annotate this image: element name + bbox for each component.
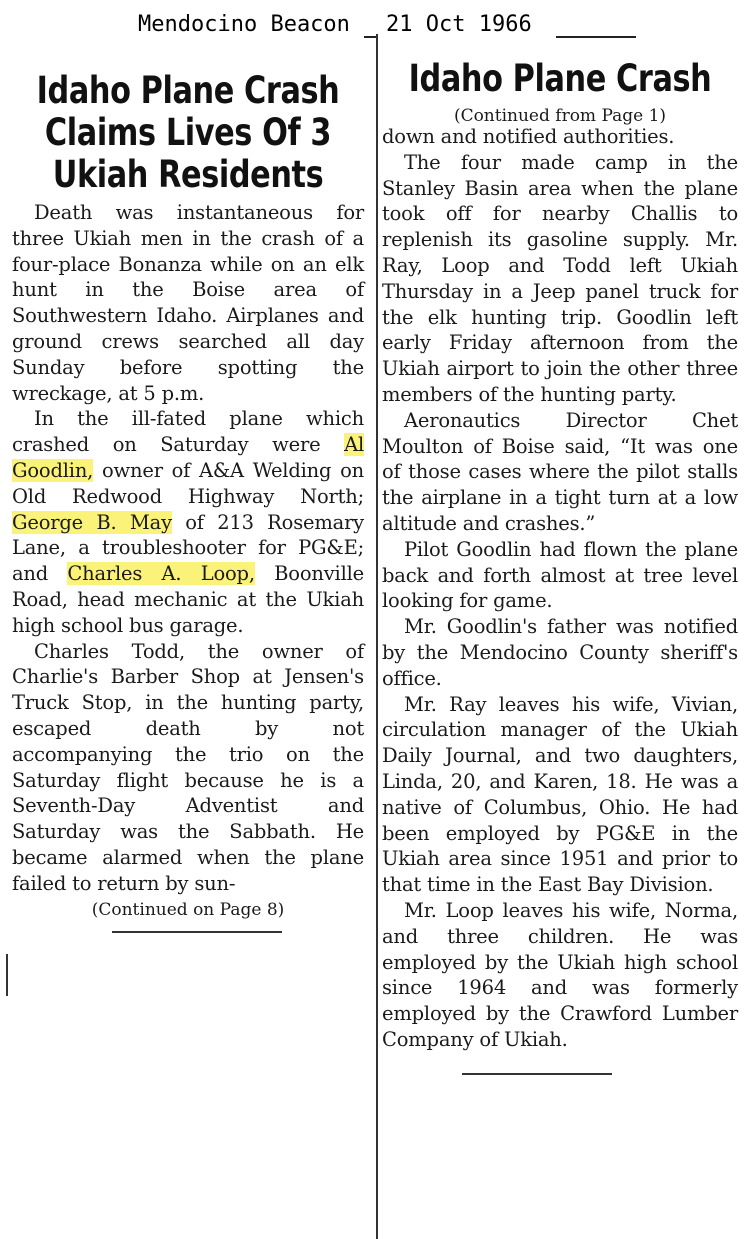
highlighted-name-goodlin: Al Goodlin,	[12, 433, 364, 482]
continuation-paragraph-1: down and notified authorities.	[382, 125, 675, 148]
header-rule-right	[556, 36, 636, 38]
left-edge-mark	[6, 954, 8, 996]
right-column-article	[382, 48, 738, 1075]
continuation-headline: Idaho Plane Crash	[408, 57, 712, 100]
continuation-paragraph-6: Mr. Ray leaves his wife, Vivian, circulation manager of the Ukiah Daily Journal, and two daughters, Linda, 20, and Karen, 18. He was a native of Columbus, Ohio. He had been employed by PG&E in the Ukiah area since 1951 and prior to that time in the East Bay Division.	[382, 692, 738, 897]
headline-line-3: Ukiah Residents	[52, 153, 324, 196]
publication-date: 21 Oct 1966	[386, 12, 532, 37]
article-paragraph-1: Death was instantaneous for three Ukiah men in the crash of a four-place Bonanza while on an elk hunt in the Boise area of Southwestern Idaho. Airplanes and ground crews searched all day Sunday before spotting the wreckage, at 5 p.m.	[12, 201, 364, 405]
continuation-paragraph-4: Pilot Goodlin had flown the plane back and forth almost at tree level looking for game.	[382, 537, 738, 613]
end-rule	[112, 931, 282, 933]
continued-from-note: (Continued from Page 1)	[453, 106, 667, 126]
highlighted-name-loop: Charles A. Loop,	[67, 562, 255, 586]
continuation-paragraph-7: Mr. Loop leaves his wife, Norma, and three children. He was employed by the Ukiah high school since 1964 and was formerly employed by the Crawford Lumber Company of Ukiah.	[382, 898, 738, 1051]
continuation-paragraph-2: The four made camp in the Stanley Basin area when the plane took off for nearby Challis to replenish its gasoline supply. Mr. Ray, Loop and Todd left Ukiah Thursday in a Jeep panel truck for the elk hunting trip. Goodlin left early Friday afternoon from the Ukiah airport to join the other three members of the hunting party.	[382, 150, 738, 406]
para2-text-1: In the ill-fated plane which crashed on Saturday were	[12, 407, 364, 457]
continuation-paragraph-3: Aeronautics Director Chet Moulton of Boise said, “It was one of those cases where the pilot stalls the airplane in a tight turn at a low altitude and crashes.”	[382, 408, 738, 535]
continuation-paragraph-5: Mr. Goodlin's father was notified by the Mendocino County sheriff's office.	[382, 615, 738, 690]
highlighted-name-may: George B. May	[12, 510, 172, 534]
continued-on-note: (Continued on Page 8)	[91, 899, 285, 920]
headline-line-2: Claims Lives Of 3	[44, 111, 332, 154]
para2-text-2: owner of A&A Welding on Old Redwood Highway North;	[12, 458, 364, 508]
headline-line-1: Idaho Plane Crash	[36, 69, 340, 112]
column-divider	[376, 34, 378, 1239]
para2-text-4: Boonville Road, head mechanic at the Ukiah high school bus garage.	[12, 562, 364, 637]
para2-text-3: of 213 Rosemary Lane, a troubleshooter for PG&E; and	[12, 510, 365, 586]
newspaper-name: Mendocino Beacon	[138, 12, 350, 37]
article-paragraph-3: Charles Todd, the owner of Charlie's Barber Shop at Jensen's Truck Stop, in the hunting party, escaped death by not accompanying the trio on the Saturday flight because he is a Seventh-Day Adventist and Saturday was the Sabbath. He became alarmed when the plane failed to return by sun-	[12, 639, 364, 895]
clipping-header	[138, 12, 738, 46]
left-column-article	[12, 48, 364, 933]
article-paragraph-2	[12, 406, 364, 638]
main-headline	[19, 70, 357, 196]
end-rule-right	[462, 1073, 612, 1075]
